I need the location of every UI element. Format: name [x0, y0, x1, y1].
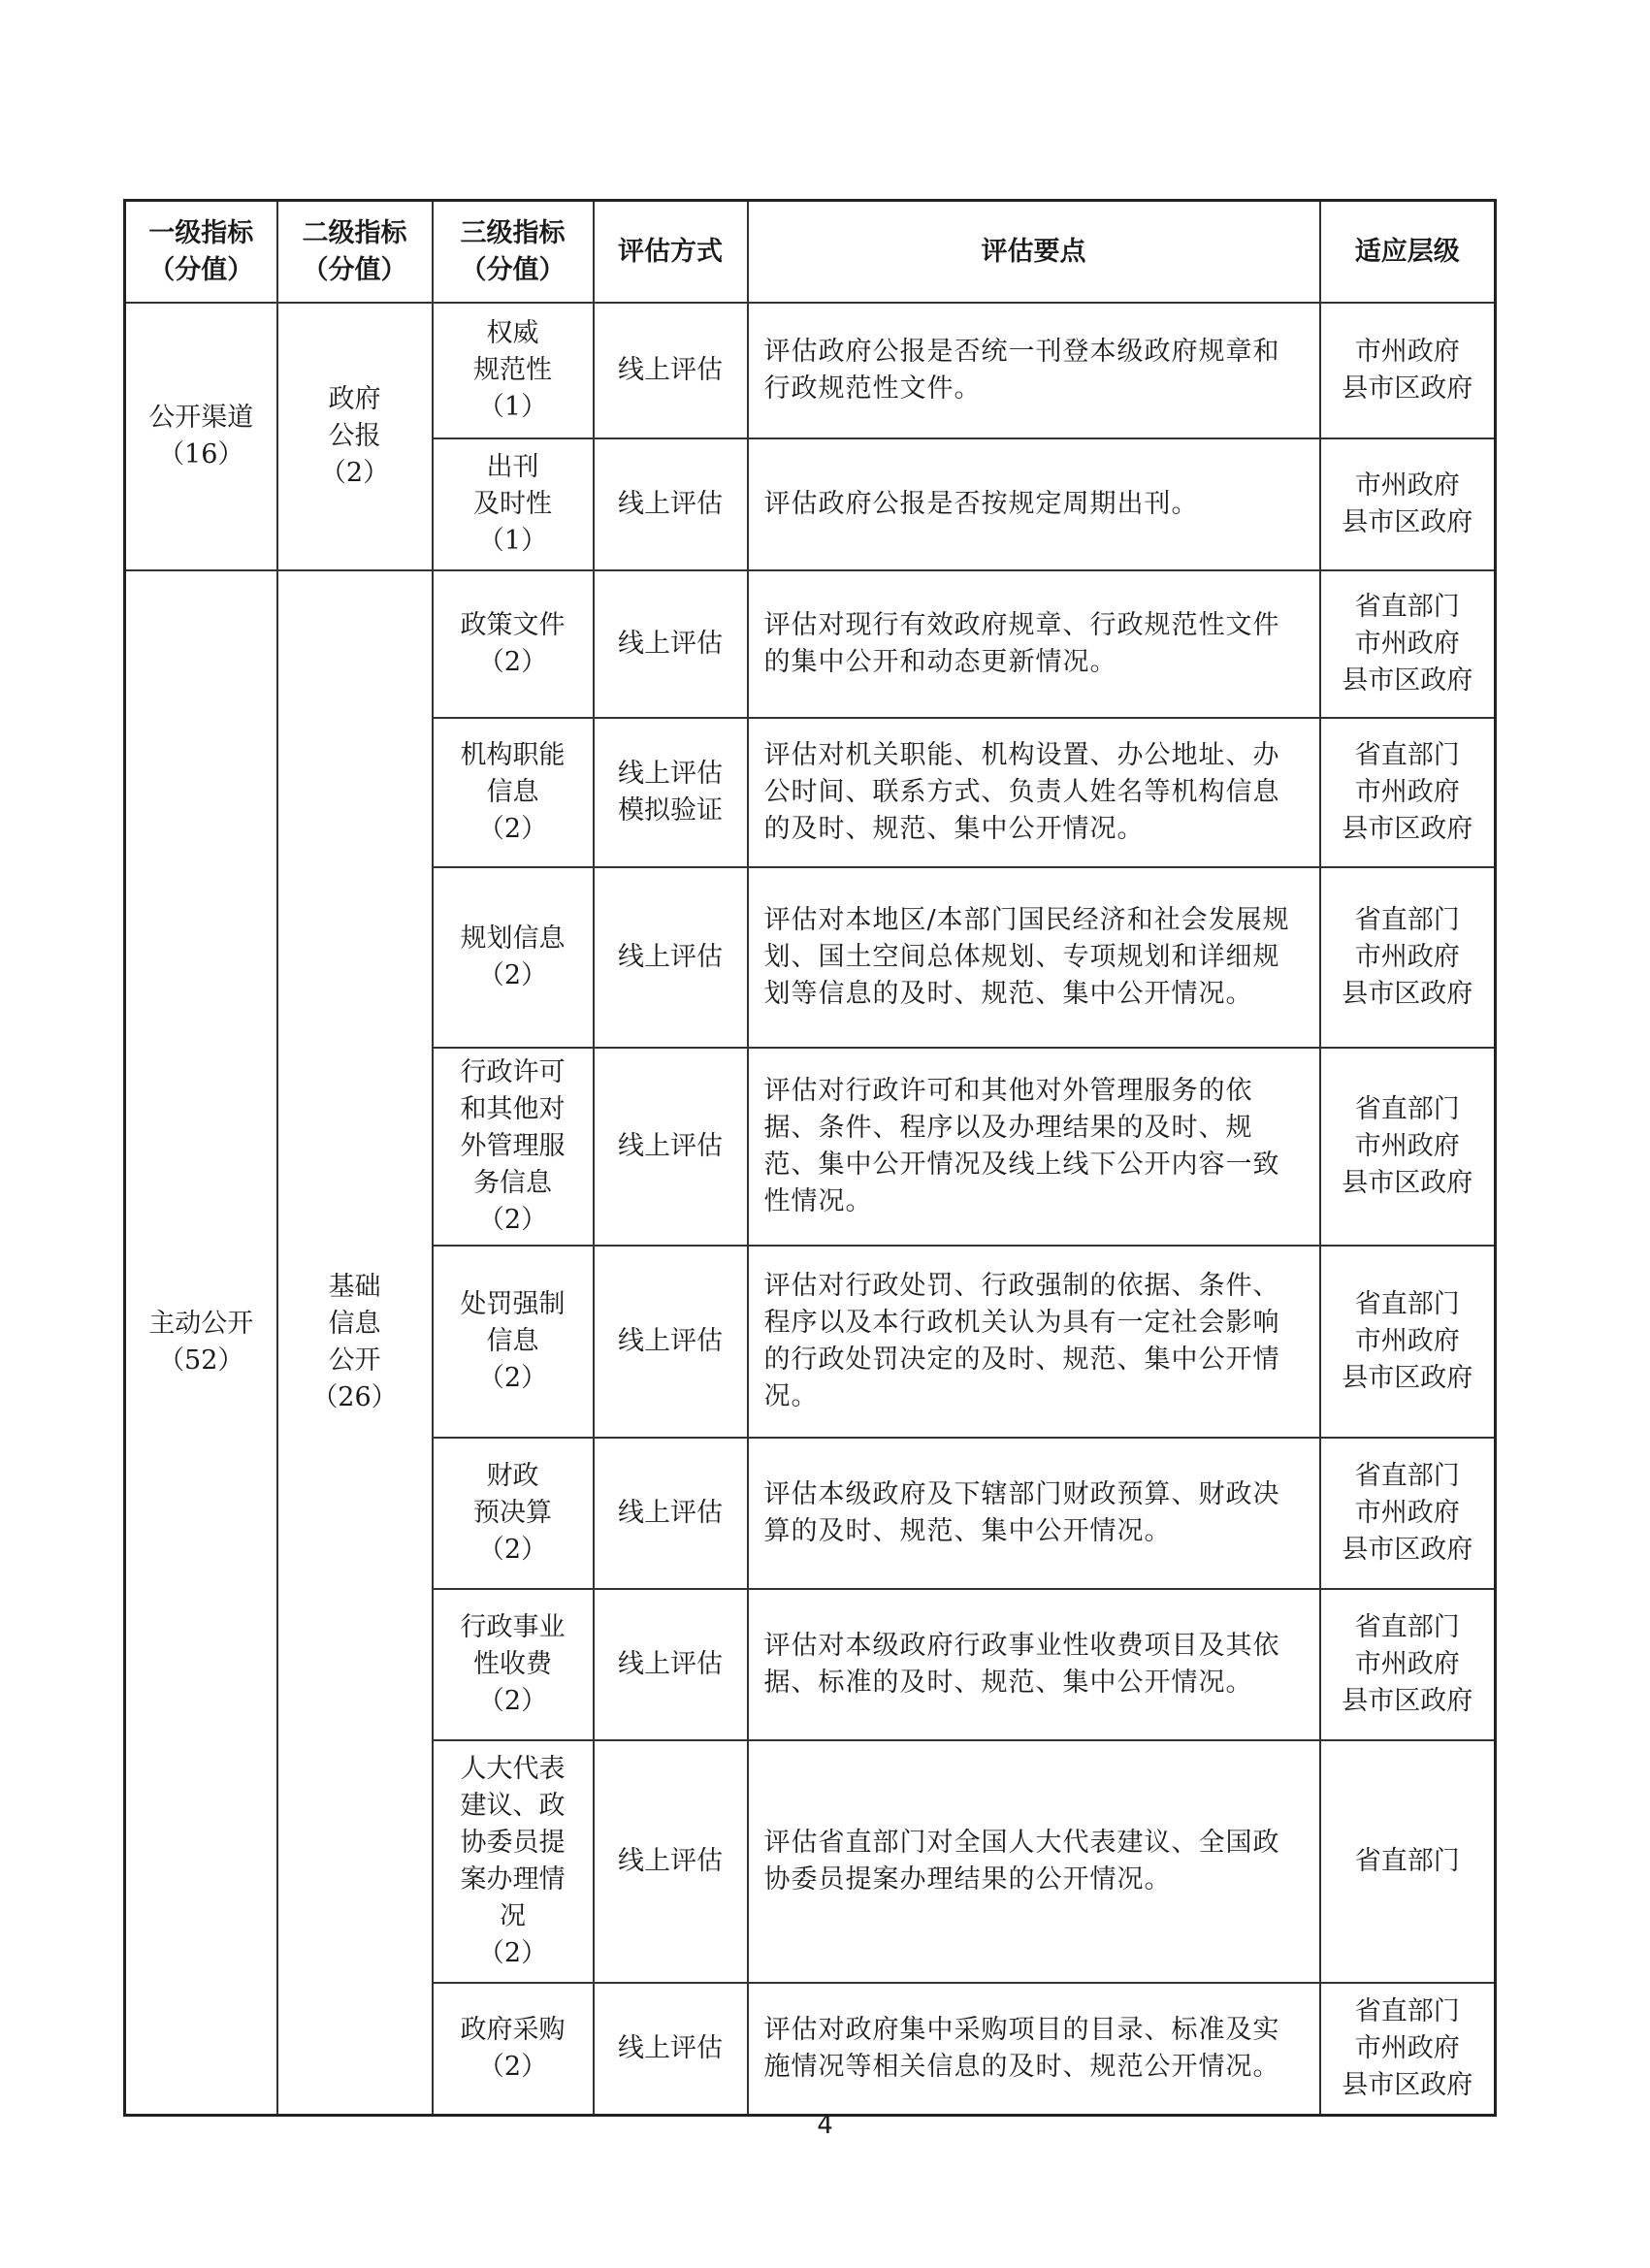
scope-cell: 市州政府 县市区政府: [1320, 303, 1496, 438]
point-cell: 评估对行政处罚、行政强制的依据、条件、程序以及本行政机关认为具有一定社会影响的行政处罚决定的及时、规范、集中公开情况。: [748, 1246, 1320, 1438]
scope-cell: 省直部门 市州政府 县市区政府: [1320, 1246, 1496, 1438]
level3-cell: 权威 规范性 （1）: [433, 303, 594, 438]
table-row: [125, 570, 1496, 718]
level3-cell: 出刊 及时性 （1）: [433, 438, 594, 570]
method-cell: 线上评估: [594, 1589, 748, 1740]
point-cell: 评估对行政许可和其他对外管理服务的依据、条件、程序以及办理结果的及时、规范、集中公开情况及线上线下公开内容一致性情况。: [748, 1048, 1320, 1246]
header-level1: 一级指标 （分值）: [125, 201, 277, 304]
level3-cell: 政策文件 （2）: [433, 570, 594, 718]
level3-cell: 机构职能 信息 （2）: [433, 718, 594, 867]
scope-cell: 市州政府 县市区政府: [1320, 438, 1496, 570]
scope-cell: 省直部门 市州政府 县市区政府: [1320, 867, 1496, 1048]
header-point: 评估要点: [748, 201, 1320, 304]
scope-cell: 省直部门 市州政府 县市区政府: [1320, 1048, 1496, 1246]
method-cell: 线上评估: [594, 303, 748, 438]
point-cell: 评估政府公报是否统一刊登本级政府规章和行政规范性文件。: [748, 303, 1320, 438]
point-cell: 评估本级政府及下辖部门财政预算、财政决算的及时、规范、集中公开情况。: [748, 1438, 1320, 1589]
method-cell: 线上评估: [594, 438, 748, 570]
table-row: [125, 303, 1496, 438]
header-level3: 三级指标 （分值）: [433, 201, 594, 304]
level3-cell: 财政 预决算 （2）: [433, 1438, 594, 1589]
point-cell: 评估对机关职能、机构设置、办公地址、办公时间、联系方式、负责人姓名等机构信息的及时、规范、集中公开情况。: [748, 718, 1320, 867]
method-cell: 线上评估: [594, 867, 748, 1048]
level1-cell: 公开渠道 （16）: [125, 303, 277, 570]
level3-cell: 政府采购 （2）: [433, 1983, 594, 2116]
level3-cell: 规划信息 （2）: [433, 867, 594, 1048]
method-cell: 线上评估: [594, 1740, 748, 1983]
level1-cell: 主动公开 （52）: [125, 570, 277, 2116]
level2-cell: 政府 公报 （2）: [277, 303, 433, 570]
level3-cell: 处罚强制 信息 （2）: [433, 1246, 594, 1438]
point-cell: 评估对本地区/本部门国民经济和社会发展规划、国土空间总体规划、专项规划和详细规划等信息的及时、规范、集中公开情况。: [748, 867, 1320, 1048]
page-number: 4: [817, 2111, 833, 2140]
level3-cell: 人大代表 建议、政 协委员提 案办理情 况 （2）: [433, 1740, 594, 1983]
header-level2: 二级指标 （分值）: [277, 201, 433, 304]
scope-cell: 省直部门 市州政府 县市区政府: [1320, 718, 1496, 867]
method-cell: 线上评估: [594, 1048, 748, 1246]
method-cell: 线上评估: [594, 1438, 748, 1589]
method-cell: 线上评估: [594, 570, 748, 718]
level3-cell: 行政许可 和其他对 外管理服 务信息 （2）: [433, 1048, 594, 1246]
scope-cell: 省直部门 市州政府 县市区政府: [1320, 1589, 1496, 1740]
header-scope: 适应层级: [1320, 201, 1496, 304]
point-cell: 评估省直部门对全国人大代表建议、全国政协委员提案办理结果的公开情况。: [748, 1740, 1320, 1983]
point-cell: 评估政府公报是否按规定周期出刊。: [748, 438, 1320, 570]
method-cell: 线上评估 模拟验证: [594, 718, 748, 867]
level3-cell: 行政事业 性收费 （2）: [433, 1589, 594, 1740]
method-cell: 线上评估: [594, 1983, 748, 2116]
header-method: 评估方式: [594, 201, 748, 304]
evaluation-table: [123, 199, 1497, 2117]
point-cell: 评估对本级政府行政事业性收费项目及其依据、标准的及时、规范、集中公开情况。: [748, 1589, 1320, 1740]
point-cell: 评估对政府集中采购项目的目录、标准及实施情况等相关信息的及时、规范公开情况。: [748, 1983, 1320, 2116]
level2-cell: 基础 信息 公开 （26）: [277, 570, 433, 2116]
scope-cell: 省直部门 市州政府 县市区政府: [1320, 1983, 1496, 2116]
scope-cell: 省直部门: [1320, 1740, 1496, 1983]
scope-cell: 省直部门 市州政府 县市区政府: [1320, 1438, 1496, 1589]
method-cell: 线上评估: [594, 1246, 748, 1438]
table-header-row: [125, 201, 1496, 304]
scope-cell: 省直部门 市州政府 县市区政府: [1320, 570, 1496, 718]
point-cell: 评估对现行有效政府规章、行政规范性文件的集中公开和动态更新情况。: [748, 570, 1320, 718]
